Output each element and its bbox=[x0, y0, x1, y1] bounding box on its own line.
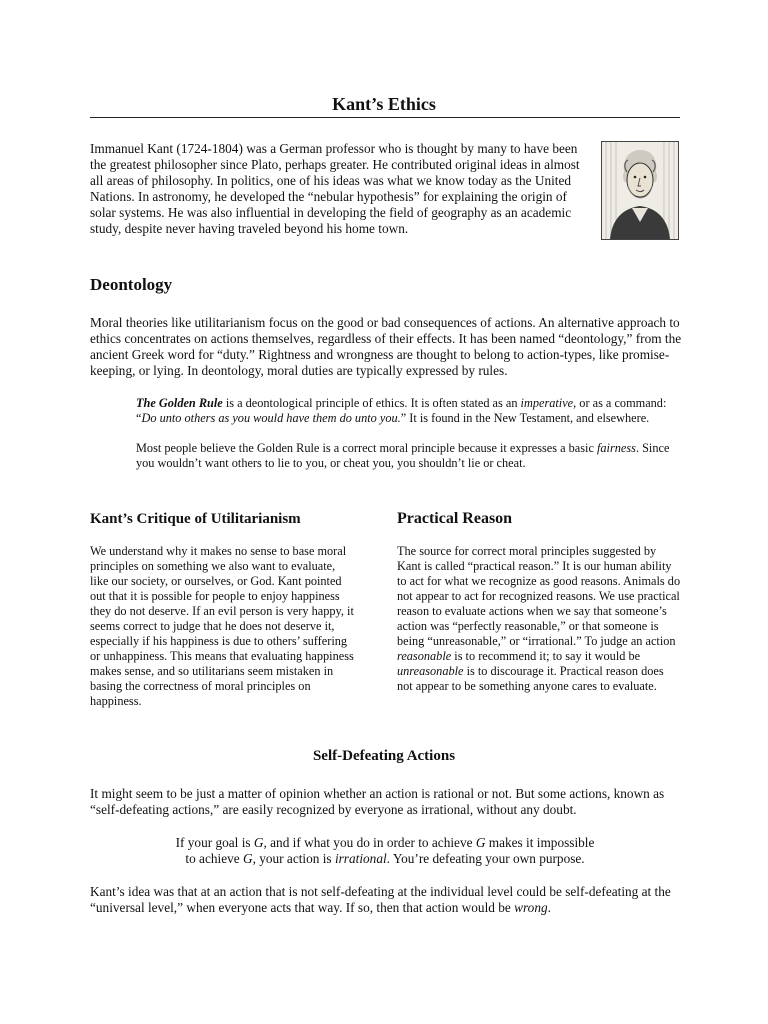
fairness-paragraph bbox=[136, 441, 681, 471]
fairness-term: fairness bbox=[596, 441, 636, 455]
golden-text-3: ” It is found in the New Testament, and elsewhere. bbox=[400, 411, 650, 425]
title-rule bbox=[90, 117, 680, 118]
practical-text-1: The source for correct moral principles suggested by Kant is called “practical reason.” It is our human ability to act for what we recognize as good reasons. Animals do not appear to act for recognized reasons. We use practical reason to evaluate actions when we say that someone’s action was “perfectly reasonable,” or that someone is being “unreasonable,” or “irrational.” To judge an action bbox=[397, 544, 681, 648]
unreasonable-term: unreasonable bbox=[397, 664, 464, 678]
critique-paragraph: We understand why it makes no sense to base moral principles on something we also want to evaluate, like our society, or ourselves, or God. Kant pointed out that it is possible for people to enjoy happiness they do not deserve. If an evil person is very happy, it seems correct to judge that he does not deserve it, especially if his happiness is due to others’ suffering or unhappiness. This means that evaluating happiness makes sense, and so utilitarians seem mistaken in basing the correctness of moral principles on happiness. bbox=[90, 544, 354, 708]
quote-text-1: If your goal is bbox=[175, 835, 254, 850]
intro-paragraph: Immanuel Kant (1724-1804) was a German professor who is thought by many to have been the greatest philosopher since Plato, perhaps greater. He contributed original ideas in almost all areas of philosophy. In politics, one of his ideas was what we know today as the United Nations. In astronomy, he developed the “nebular hypothesis” for explaining the origin of solar systems. He was also influential in developing the field of geography as an academic study, despite never having traveled beyond his home town. bbox=[90, 141, 580, 236]
quote-text-3: makes it impossible bbox=[485, 835, 595, 850]
quote-text-6: . You’re defeating your own purpose. bbox=[386, 851, 585, 866]
self-defeating-paragraph-2 bbox=[90, 884, 682, 916]
imperative-term: imperative, bbox=[520, 396, 577, 410]
portrait-icon bbox=[602, 142, 678, 239]
golden-rule-quote: Do unto others as you would have them do unto you. bbox=[141, 411, 401, 425]
most-text-1: Most people believe the Golden Rule is a correct moral principle because it expresses a basic bbox=[136, 441, 597, 455]
practical-reason-paragraph bbox=[397, 544, 682, 694]
most-text-2: . Since you wouldn’t want others to lie to you, or cheat you, you shouldn’t lie or cheat. bbox=[136, 441, 670, 470]
page-title: Kant’s Ethics bbox=[332, 94, 436, 114]
reasonable-term: reasonable bbox=[397, 649, 452, 663]
quote-text-5: , your action is bbox=[252, 851, 335, 866]
self-defeating-rule-quote bbox=[90, 835, 680, 867]
golden-rule-term: The Golden Rule bbox=[136, 396, 223, 410]
goal-g-2: G bbox=[475, 835, 486, 850]
golden-text-1: is a deontological principle of ethics. It is often stated as an bbox=[222, 396, 521, 410]
practical-text-2: is to recommend it; to say it would be bbox=[451, 649, 641, 663]
p2-end: . bbox=[547, 900, 551, 915]
kant-portrait-image bbox=[601, 141, 679, 240]
quote-text-2: and if what you do in order to achieve bbox=[266, 835, 476, 850]
irrational-term: irrational bbox=[334, 851, 387, 866]
goal-g-1: G, bbox=[253, 835, 267, 850]
golden-rule-paragraph bbox=[136, 396, 681, 426]
critique-heading: Kant’s Critique of Utilitarianism bbox=[90, 511, 301, 527]
p2-text: Kant’s idea was that at an action that is not self-defeating at the individual level could be self-defeating at the “universal level,” when everyone acts that way. If so, then that action would be bbox=[90, 884, 671, 915]
deontology-paragraph: Moral theories like utilitarianism focus on the good or bad consequences of actions. An alternative approach to ethics concentrates on actions themselves, regardless of their effects. It has been named “deontology,” from the ancient Greek word for “duty.” Rightness and wrongness are thought to belong to action-types, like promise-keeping, or lying. In deontology, moral duties are typically expressed by rules. bbox=[90, 315, 682, 378]
deontology-heading: Deontology bbox=[90, 275, 173, 294]
self-defeating-paragraph-1: It might seem to be just a matter of opinion whether an action is rational or not. But some actions, known as “self-defeating actions,” are easily recognized by everyone as irrational, without any doubt. bbox=[90, 786, 665, 817]
quote-text-4: to achieve bbox=[185, 851, 243, 866]
practical-text-3: is to discourage it. Practical reason does not appear to be something anyone cares to evaluate. bbox=[397, 664, 664, 693]
practical-reason-heading: Practical Reason bbox=[397, 510, 513, 527]
self-defeating-heading: Self-Defeating Actions bbox=[312, 748, 456, 764]
wrong-term: wrong bbox=[514, 900, 548, 915]
golden-text-2: or as a command: “ bbox=[136, 396, 667, 425]
goal-g-3: G bbox=[242, 851, 253, 866]
